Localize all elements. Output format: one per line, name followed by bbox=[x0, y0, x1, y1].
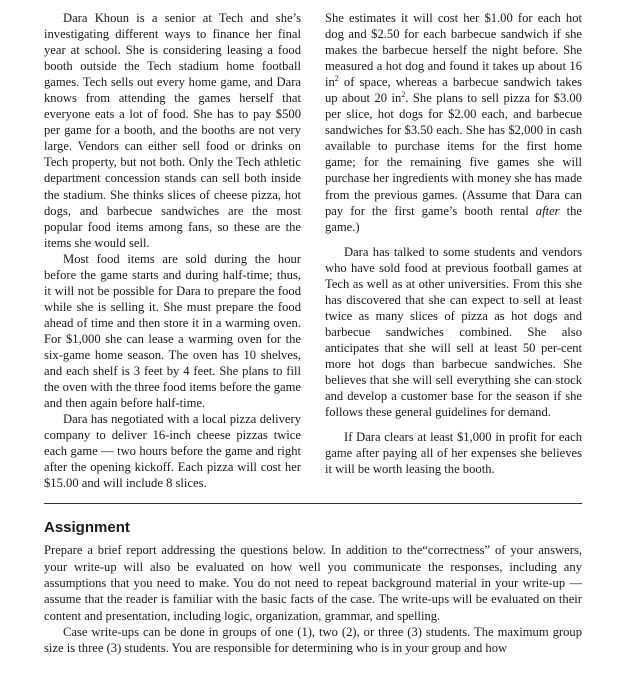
two-column-body bbox=[44, 10, 582, 491]
right-column bbox=[325, 10, 582, 491]
left-paragraph-2: Most food items are sold during the hour before the game starts and during half-time; thus, it will not be possible for Dara to prepare the food while she is selling it. She must prepare the food ahead of time and then store it in a warming oven. For $1,000 she can lease a warming oven for the six-game home season. The oven has 10 shelves, and each shelf is 3 feet by 4 feet. She plans to fill the oven with the three food items before the game and then again before half-time. bbox=[44, 251, 301, 411]
assignment-paragraph-1: Prepare a brief report addressing the questions below. In addition to the“correctness” of your answers, your write-up will also be evaluated on how well you communicate the responses, including any assumptions that you need to make. You do not need to repeat background material in your write-up — assume that the reader is familiar with the basic facts of the case. The write-ups will be evaluated on their content and presentation, including logic, organization, grammar, and spelling. bbox=[44, 543, 582, 623]
right-p1-emphasis: after bbox=[535, 203, 560, 218]
right-p1-text-c: . She plans to sell pizza for $3.00 per slice, hot dogs for $2.00 each, and barbecue sandwiches for $3.50 each. She has $2,000 in cash available to purchase items for the first home game; for the remaining five games she will purchase her ingredients with money she has made from the previous games. (Assume that Dara can pay for the first game’s booth rental bbox=[325, 91, 582, 218]
left-column bbox=[44, 10, 301, 491]
superscript-squared-2: 2 bbox=[401, 90, 406, 100]
left-paragraph-1: Dara Khoun is a senior at Tech and she’s investigating different ways to finance her final year at school. She is considering leasing a food booth outside the Tech stadium home football games. Tech sells out every home game, and Dara knows from attending the games herself that everyone eats a lot of food. She has to pay $500 per game for a booth, and the booths are not very large. Vendors can either sell food or drinks on Tech property, but not both. Only the Tech athletic department concession stands can sell both inside the stadium. She thinks slices of cheese pizza, hot dogs, and barbecue sandwiches are the most popular food items among fans, so these are the items she would sell. bbox=[44, 11, 301, 250]
right-paragraph-3: If Dara clears at least $1,000 in profit for each game after paying all of her expenses she believes it will be worth leasing the booth. bbox=[325, 430, 582, 477]
left-paragraph-3: Dara has negotiated with a local pizza delivery company to deliver 16-inch cheese pizzas twice each game — two hours before the game and right after the opening kickoff. Each pizza will cost her $15.00 and will include 8 slices. bbox=[44, 412, 301, 491]
assignment-paragraph-2: Case write-ups can be done in groups of one (1), two (2), or three (3) students. The maximum group size is three (3) students. You are responsible for determining who is in your group and how bbox=[44, 624, 582, 656]
assignment-body bbox=[44, 542, 582, 656]
assignment-heading: Assignment bbox=[44, 519, 130, 537]
document-page bbox=[44, 10, 582, 656]
section-divider bbox=[44, 503, 582, 504]
right-p1-text-b: of space, whereas a barbecue sandwich takes up about 20 in bbox=[325, 75, 582, 106]
superscript-squared-1: 2 bbox=[334, 74, 339, 83]
right-p1-text-d: the game.) bbox=[325, 203, 582, 234]
right-paragraph-2: Dara has talked to some students and vendors who have sold food at previous football games at Tech as well as at other universities. From this she has discovered that she can expect to sell at least twice as many slices of pizza as hot dogs and barbecue sandwiches combined. She also anticipates that she will sell at least 50 per-cent more hot dogs than barbecue sandwiches. She believes that she will sell everything she can stock and develop a customer base for the season if she follows these general guidelines for demand. bbox=[325, 244, 582, 420]
right-p1-text-a: She estimates it will cost her $1.00 for each hot dog and $2.50 for each barbecue sandwich if she makes the barbecue herself the night before. She measured a hot dog and found it takes up about 16 in bbox=[325, 11, 582, 90]
right-paragraph-1 bbox=[325, 10, 582, 235]
